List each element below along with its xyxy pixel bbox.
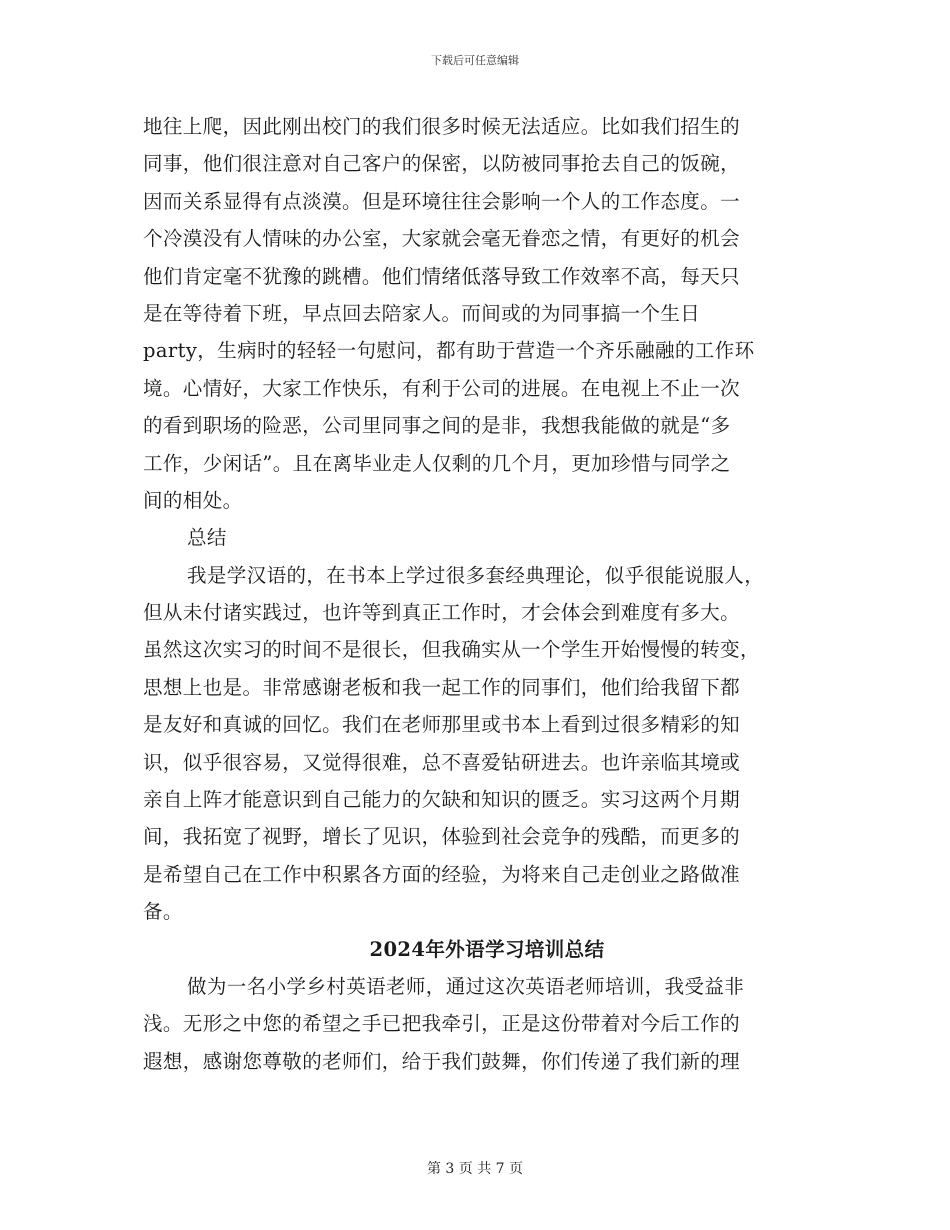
body-line: 思想上也是。非常感谢老板和我一起工作的同事们，他们给我留下都 (143, 675, 741, 699)
body-line: 地往上爬，因此刚出校门的我们很多时候无法适应。比如我们招生的 (143, 115, 741, 138)
document-body (143, 108, 803, 1080)
body-line: 是希望自己在工作中积累各方面的经验，为将来自己走创业之路做准 (143, 862, 741, 886)
body-line: 间的相处。 (143, 488, 243, 512)
body-line: 但从未付诸实践过，也许等到真正工作时，才会体会到难度有多大。 (143, 601, 741, 625)
section-heading-summary: 总结 (187, 526, 227, 550)
body-line: 备。 (143, 900, 183, 924)
body-line: 我是学汉语的，在书本上学过很多套经典理论，似乎很能说服人， (187, 563, 765, 587)
body-line: 个冷漠没有人情味的办公室，大家就会毫无眷恋之情，有更好的机会 (143, 227, 741, 251)
body-line: 是友好和真诚的回忆。我们在老师那里或书本上看到过很多精彩的知 (143, 713, 741, 737)
body-line: 他们肯定毫不犹豫的跳槽。他们情绪低落导致工作效率不高，每天只 (143, 264, 741, 288)
body-line: 亲自上阵才能意识到自己能力的欠缺和知识的匮乏。实习这两个月期 (143, 788, 741, 812)
body-line: 识，似乎很容易，又觉得很难，总不喜爱钻研进去。也许亲临其境或 (143, 750, 741, 774)
body-line: 间，我拓宽了视野，增长了见识，体验到社会竞争的残酷，而更多的 (143, 825, 741, 849)
body-line: 同事，他们很注意对自己客户的保密，以防被同事抢去自己的饭碗， (143, 152, 741, 176)
body-line: party，生病时的轻轻一句慰问，都有助于营造一个齐乐融融的工作环 (143, 339, 755, 363)
body-line: 工作，少闲话”。且在离毕业走人仅剩的几个月，更加珍惜与同学之 (143, 451, 731, 475)
body-line: 因而关系显得有点淡漠。但是环境往往会影响一个人的工作态度。一 (143, 189, 741, 213)
body-line: 做为一名小学乡村英语老师，通过这次英语老师培训，我受益非 (187, 974, 745, 998)
page-header: 下载后可任意编辑 (431, 54, 519, 67)
body-line: 虽然这次实习的时间不是很长，但我确实从一个学生开始慢慢的转变， (143, 638, 760, 662)
body-line: 遐想，感谢您尊敬的老师们，给于我们鼓舞，你们传递了我们新的理 (143, 1049, 741, 1073)
body-line: 浅。无形之中您的希望之手已把我牵引，正是这份带着对今后工作的 (143, 1012, 741, 1036)
page-number: 第 3 页 共 7 页 (426, 1161, 524, 1177)
article-title: 2024年外语学习培训总结 (369, 937, 605, 961)
body-line: 是在等待着下班，早点回去陪家人。而间或的为同事搞一个生日 (143, 301, 701, 325)
body-line: 境。心情好，大家工作快乐，有利于公司的进展。在电视上不止一次 (143, 376, 741, 400)
body-line: 的看到职场的险恶，公司里同事之间的是非，我想我能做的就是“多 (143, 414, 731, 438)
